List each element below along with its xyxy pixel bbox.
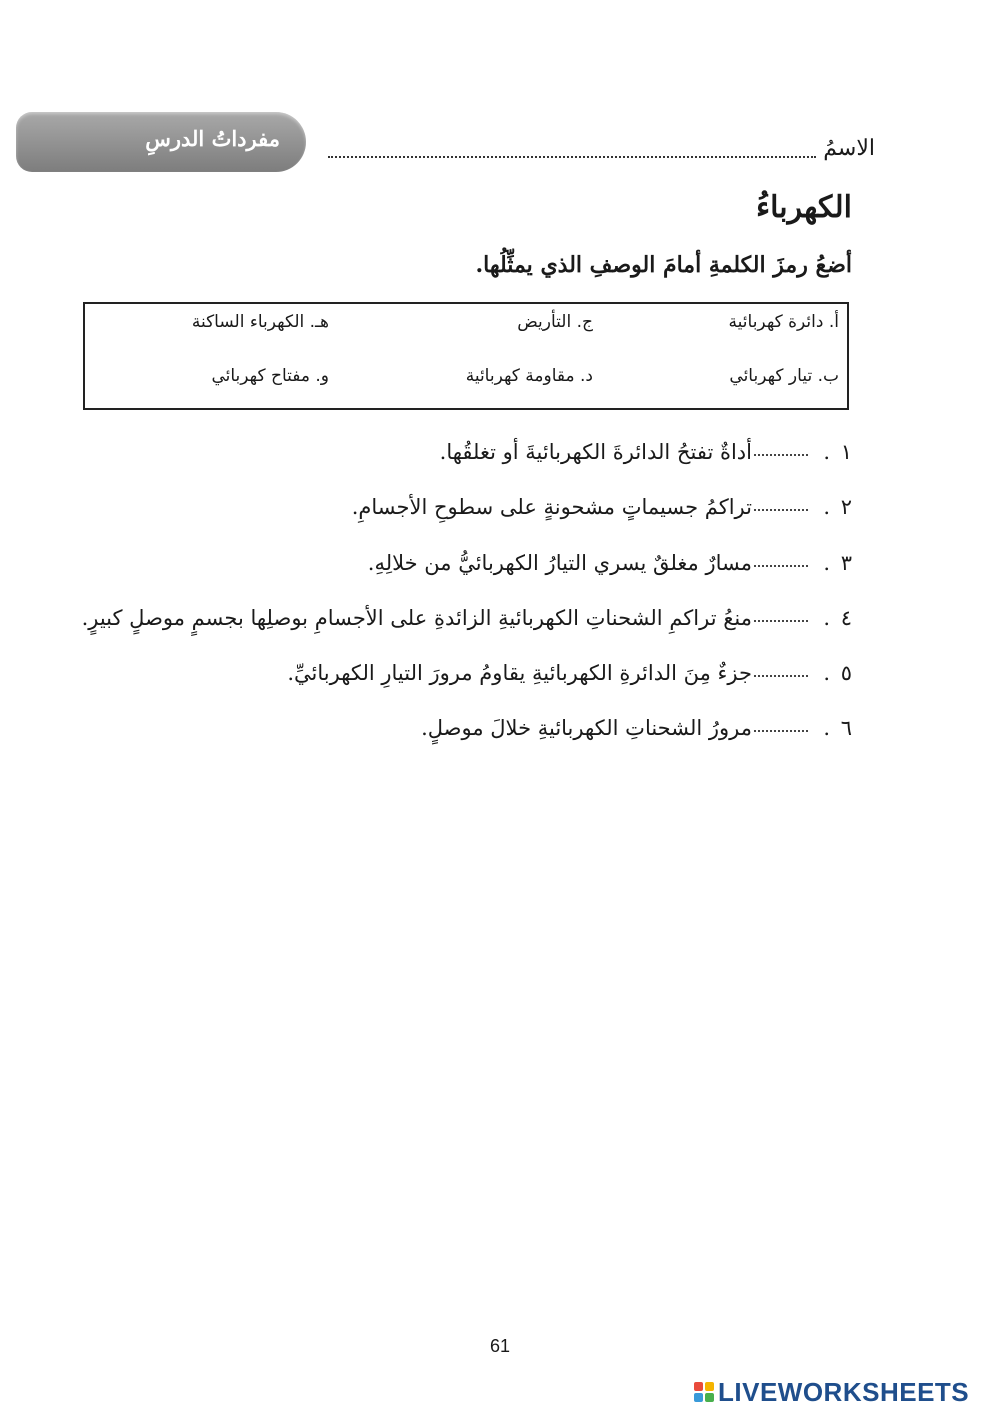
answer-blank[interactable] bbox=[754, 730, 808, 732]
answer-blank[interactable] bbox=[754, 565, 808, 567]
name-label: الاسمُ bbox=[823, 136, 875, 161]
word-bank-item-h: هـ. الكهرباء الساكنة bbox=[191, 312, 329, 332]
question-item: ٥ . جزءٌ مِنَ الدائرةِ الكهربائيةِ يقاومُ مرورَ التيارِ الكهربائيِّ. bbox=[287, 661, 852, 685]
name-field[interactable] bbox=[328, 156, 816, 158]
brand-watermark[interactable] bbox=[694, 1378, 969, 1406]
answer-blank[interactable] bbox=[754, 454, 808, 456]
answer-blank[interactable] bbox=[754, 675, 808, 677]
question-item: ٤ . منعُ تراكمِ الشحناتِ الكهربائيةِ الزائدةِ على الأجسامِ بوصلِها بجسمٍ موصلٍ كبيرٍ. bbox=[81, 606, 852, 630]
question-item: ٣ . مسارٌ مغلقٌ يسري التيارُ الكهربائيُّ من خلالِهِ. bbox=[367, 551, 852, 575]
section-tab bbox=[16, 112, 306, 172]
question-number: ١ bbox=[840, 440, 852, 464]
page-number: 61 bbox=[489, 1336, 511, 1356]
word-bank-item-j: ج. التأريض bbox=[517, 312, 593, 332]
word-bank bbox=[83, 302, 849, 410]
question-text: أداةٌ تفتحُ الدائرةَ الكهربائيةَ أو تغلقُها. bbox=[439, 440, 752, 464]
answer-blank[interactable] bbox=[754, 620, 808, 622]
question-item: ٦ . مرورُ الشحناتِ الكهربائيةِ خلالَ موصلٍ. bbox=[421, 716, 852, 740]
word-bank-item-w: و. مفتاح كهربائي bbox=[211, 366, 329, 386]
section-tab-label: مفرداتُ الدرسِ bbox=[145, 126, 280, 151]
question-text: مرورُ الشحناتِ الكهربائيةِ خلالَ موصلٍ. bbox=[421, 716, 752, 740]
question-number: ٢ bbox=[840, 495, 852, 519]
question-text: تراكمُ جسيماتٍ مشحونةٍ على سطوحِ الأجسامِ. bbox=[351, 495, 752, 519]
question-text: منعُ تراكمِ الشحناتِ الكهربائيةِ الزائدةِ على الأجسامِ بوصلِها بجسمٍ موصلٍ كبيرٍ. bbox=[81, 606, 752, 630]
liveworksheets-logo-icon bbox=[694, 1382, 714, 1402]
question-number: ٥ bbox=[840, 661, 852, 685]
question-number: ٤ bbox=[840, 606, 852, 630]
lesson-title: الكهرباءُ bbox=[755, 190, 852, 225]
brand-name: LIVEWORKSHEETS bbox=[718, 1376, 970, 1407]
word-bank-item-b: ب. تيار كهربائي bbox=[729, 366, 839, 386]
question-number: ٦ bbox=[840, 716, 852, 740]
question-number: ٣ bbox=[840, 551, 852, 575]
question-item: ٢ . تراكمُ جسيماتٍ مشحونةٍ على سطوحِ الأجسامِ. bbox=[351, 495, 852, 519]
question-text: مسارٌ مغلقٌ يسري التيارُ الكهربائيُّ من خلالِهِ. bbox=[367, 551, 752, 575]
question-text: جزءٌ مِنَ الدائرةِ الكهربائيةِ يقاومُ مرورَ التيارِ الكهربائيِّ. bbox=[287, 661, 752, 685]
answer-blank[interactable] bbox=[754, 509, 808, 511]
word-bank-item-a: أ. دائرة كهربائية bbox=[728, 312, 839, 332]
question-item: ١ . أداةٌ تفتحُ الدائرةَ الكهربائيةَ أو تغلقُها. bbox=[439, 440, 852, 464]
instruction-text: أضعُ رمزَ الكلمةِ أمامَ الوصفِ الذي يمثِّلُها. bbox=[475, 252, 852, 278]
word-bank-item-d: د. مقاومة كهربائية bbox=[465, 366, 593, 386]
